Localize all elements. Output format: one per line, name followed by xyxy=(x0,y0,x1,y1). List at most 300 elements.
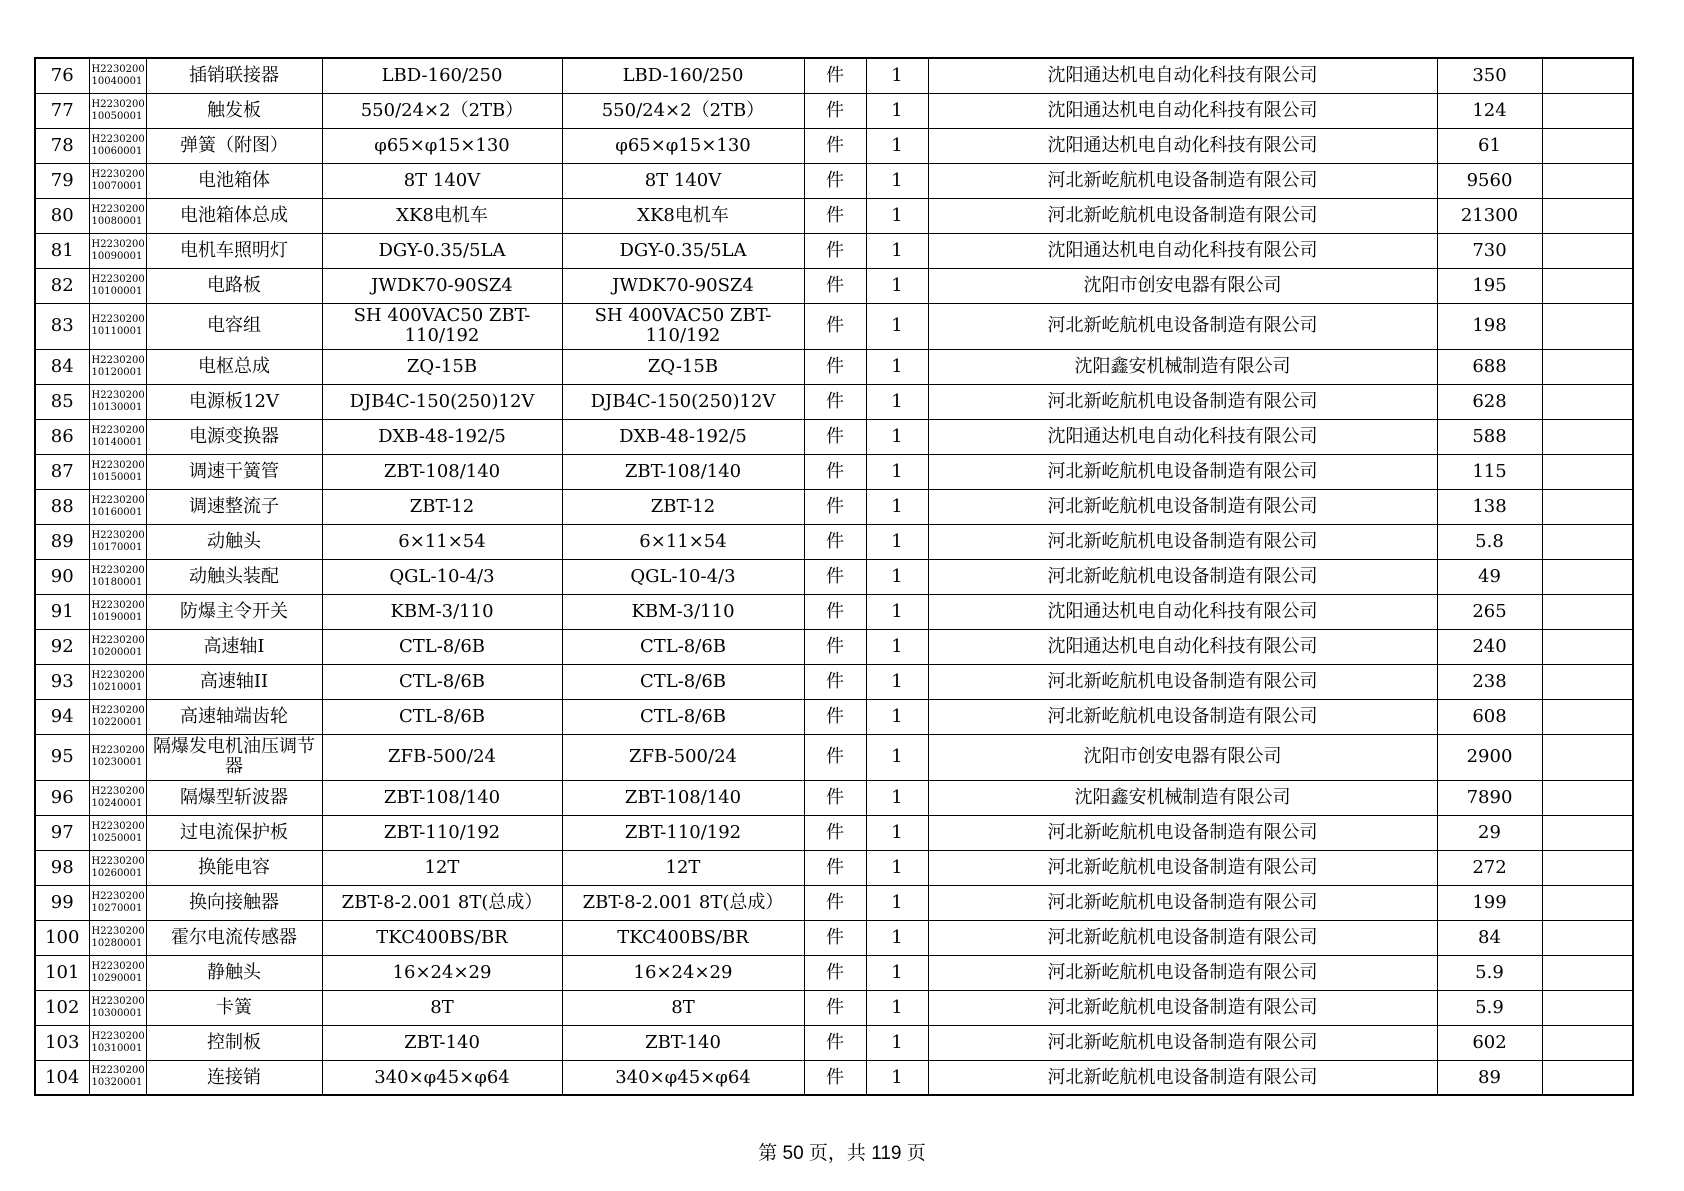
item-code: H2230200 10150001 xyxy=(89,454,146,489)
item-remark xyxy=(1542,664,1633,699)
item-qty: 1 xyxy=(866,1060,928,1095)
parts-table xyxy=(34,57,1634,1096)
item-code: H2230200 10180001 xyxy=(89,559,146,594)
item-code: H2230200 10300001 xyxy=(89,990,146,1025)
item-spec: TKC400BS/BR xyxy=(322,920,562,955)
item-code: H2230200 10220001 xyxy=(89,699,146,734)
item-name: 电池箱体 xyxy=(146,163,322,198)
table-row xyxy=(35,850,1633,885)
item-qty: 1 xyxy=(866,990,928,1025)
item-unit: 件 xyxy=(804,163,866,198)
item-unit: 件 xyxy=(804,815,866,850)
item-code: H2230200 10200001 xyxy=(89,629,146,664)
item-qty: 1 xyxy=(866,594,928,629)
item-qty: 1 xyxy=(866,524,928,559)
item-code: H2230200 10320001 xyxy=(89,1060,146,1095)
item-qty: 1 xyxy=(866,1025,928,1060)
item-remark xyxy=(1542,850,1633,885)
item-qty: 1 xyxy=(866,850,928,885)
item-remark xyxy=(1542,955,1633,990)
row-number: 80 xyxy=(35,198,89,233)
item-model: 340×φ45×φ64 xyxy=(562,1060,804,1095)
item-supplier: 河北新屹航机电设备制造有限公司 xyxy=(928,815,1437,850)
item-supplier: 沈阳通达机电自动化科技有限公司 xyxy=(928,233,1437,268)
item-remark xyxy=(1542,885,1633,920)
row-number: 77 xyxy=(35,93,89,128)
row-number: 88 xyxy=(35,489,89,524)
item-price: 198 xyxy=(1437,303,1542,349)
row-number: 82 xyxy=(35,268,89,303)
item-unit: 件 xyxy=(804,93,866,128)
item-name: 电容组 xyxy=(146,303,322,349)
item-supplier: 河北新屹航机电设备制造有限公司 xyxy=(928,559,1437,594)
item-spec: CTL-8/6B xyxy=(322,629,562,664)
item-price: 240 xyxy=(1437,629,1542,664)
item-model: SH 400VAC50 ZBT-110/192 xyxy=(562,303,804,349)
table-row xyxy=(35,885,1633,920)
item-unit: 件 xyxy=(804,489,866,524)
item-model: 6×11×54 xyxy=(562,524,804,559)
item-supplier: 河北新屹航机电设备制造有限公司 xyxy=(928,885,1437,920)
item-price: 688 xyxy=(1437,349,1542,384)
item-name: 弹簧（附图） xyxy=(146,128,322,163)
item-model: 16×24×29 xyxy=(562,955,804,990)
table-row xyxy=(35,233,1633,268)
page-footer: 第 50 页，共 119 页 xyxy=(758,1143,926,1164)
item-price: 272 xyxy=(1437,850,1542,885)
item-model: KBM-3/110 xyxy=(562,594,804,629)
row-number: 95 xyxy=(35,734,89,780)
item-model: CTL-8/6B xyxy=(562,664,804,699)
item-code: H2230200 10120001 xyxy=(89,349,146,384)
item-code: H2230200 10060001 xyxy=(89,128,146,163)
item-code: H2230200 10080001 xyxy=(89,198,146,233)
item-spec: QGL-10-4/3 xyxy=(322,559,562,594)
item-spec: CTL-8/6B xyxy=(322,699,562,734)
item-remark xyxy=(1542,93,1633,128)
table-row xyxy=(35,734,1633,780)
item-remark xyxy=(1542,489,1633,524)
item-model: ZBT-8-2.001 8T(总成） xyxy=(562,885,804,920)
item-qty: 1 xyxy=(866,885,928,920)
item-unit: 件 xyxy=(804,629,866,664)
row-number: 81 xyxy=(35,233,89,268)
row-number: 91 xyxy=(35,594,89,629)
row-number: 87 xyxy=(35,454,89,489)
item-qty: 1 xyxy=(866,734,928,780)
item-supplier: 河北新屹航机电设备制造有限公司 xyxy=(928,303,1437,349)
item-supplier: 河北新屹航机电设备制造有限公司 xyxy=(928,198,1437,233)
item-name: 插销联接器 xyxy=(146,58,322,93)
item-qty: 1 xyxy=(866,384,928,419)
table-row xyxy=(35,990,1633,1025)
table-row xyxy=(35,815,1633,850)
item-qty: 1 xyxy=(866,163,928,198)
row-number: 102 xyxy=(35,990,89,1025)
item-supplier: 沈阳通达机电自动化科技有限公司 xyxy=(928,58,1437,93)
row-number: 90 xyxy=(35,559,89,594)
item-price: 124 xyxy=(1437,93,1542,128)
item-supplier: 沈阳通达机电自动化科技有限公司 xyxy=(928,629,1437,664)
item-remark xyxy=(1542,349,1633,384)
row-number: 103 xyxy=(35,1025,89,1060)
table-row xyxy=(35,489,1633,524)
item-unit: 件 xyxy=(804,303,866,349)
row-number: 100 xyxy=(35,920,89,955)
item-model: CTL-8/6B xyxy=(562,629,804,664)
item-price: 21300 xyxy=(1437,198,1542,233)
item-qty: 1 xyxy=(866,489,928,524)
item-name: 霍尔电流传感器 xyxy=(146,920,322,955)
item-model: DGY-0.35/5LA xyxy=(562,233,804,268)
item-spec: ZBT-108/140 xyxy=(322,780,562,815)
item-price: 730 xyxy=(1437,233,1542,268)
item-code: H2230200 10260001 xyxy=(89,850,146,885)
item-name: 高速轴II xyxy=(146,664,322,699)
item-supplier: 河北新屹航机电设备制造有限公司 xyxy=(928,664,1437,699)
table-row xyxy=(35,303,1633,349)
row-number: 104 xyxy=(35,1060,89,1095)
item-model: DXB-48-192/5 xyxy=(562,419,804,454)
row-number: 85 xyxy=(35,384,89,419)
item-unit: 件 xyxy=(804,780,866,815)
item-price: 265 xyxy=(1437,594,1542,629)
item-spec: DGY-0.35/5LA xyxy=(322,233,562,268)
item-qty: 1 xyxy=(866,815,928,850)
item-price: 195 xyxy=(1437,268,1542,303)
item-supplier: 河北新屹航机电设备制造有限公司 xyxy=(928,163,1437,198)
item-name: 隔爆发电机油压调节器 xyxy=(146,734,322,780)
item-spec: ZQ-15B xyxy=(322,349,562,384)
item-qty: 1 xyxy=(866,303,928,349)
item-spec: DJB4C-150(250)12V xyxy=(322,384,562,419)
item-model: ZQ-15B xyxy=(562,349,804,384)
item-unit: 件 xyxy=(804,885,866,920)
item-name: 过电流保护板 xyxy=(146,815,322,850)
item-spec: SH 400VAC50 ZBT-110/192 xyxy=(322,303,562,349)
item-price: 5.9 xyxy=(1437,990,1542,1025)
table-row xyxy=(35,780,1633,815)
item-remark xyxy=(1542,594,1633,629)
item-code: H2230200 10110001 xyxy=(89,303,146,349)
item-model: φ65×φ15×130 xyxy=(562,128,804,163)
item-model: JWDK70-90SZ4 xyxy=(562,268,804,303)
item-remark xyxy=(1542,198,1633,233)
item-spec: JWDK70-90SZ4 xyxy=(322,268,562,303)
table-row xyxy=(35,349,1633,384)
item-price: 608 xyxy=(1437,699,1542,734)
item-supplier: 沈阳通达机电自动化科技有限公司 xyxy=(928,128,1437,163)
row-number: 101 xyxy=(35,955,89,990)
item-name: 电源变换器 xyxy=(146,419,322,454)
row-number: 89 xyxy=(35,524,89,559)
item-model: LBD-160/250 xyxy=(562,58,804,93)
item-model: QGL-10-4/3 xyxy=(562,559,804,594)
table-row xyxy=(35,93,1633,128)
item-model: DJB4C-150(250)12V xyxy=(562,384,804,419)
item-spec: ZFB-500/24 xyxy=(322,734,562,780)
item-spec: 6×11×54 xyxy=(322,524,562,559)
item-spec: 550/24×2（2TB） xyxy=(322,93,562,128)
item-code: H2230200 10130001 xyxy=(89,384,146,419)
item-model: 8T 140V xyxy=(562,163,804,198)
table-row xyxy=(35,268,1633,303)
item-qty: 1 xyxy=(866,58,928,93)
item-code: H2230200 10050001 xyxy=(89,93,146,128)
item-supplier: 河北新屹航机电设备制造有限公司 xyxy=(928,955,1437,990)
item-unit: 件 xyxy=(804,990,866,1025)
item-spec: 340×φ45×φ64 xyxy=(322,1060,562,1095)
table-row xyxy=(35,128,1633,163)
item-code: H2230200 10290001 xyxy=(89,955,146,990)
item-unit: 件 xyxy=(804,233,866,268)
item-code: H2230200 10170001 xyxy=(89,524,146,559)
row-number: 86 xyxy=(35,419,89,454)
item-qty: 1 xyxy=(866,780,928,815)
item-qty: 1 xyxy=(866,93,928,128)
item-code: H2230200 10090001 xyxy=(89,233,146,268)
item-remark xyxy=(1542,233,1633,268)
item-name: 连接销 xyxy=(146,1060,322,1095)
item-name: 电池箱体总成 xyxy=(146,198,322,233)
item-model: XK8电机车 xyxy=(562,198,804,233)
item-spec: 12T xyxy=(322,850,562,885)
table-row xyxy=(35,629,1633,664)
item-remark xyxy=(1542,1025,1633,1060)
table-row xyxy=(35,920,1633,955)
item-price: 350 xyxy=(1437,58,1542,93)
item-supplier: 河北新屹航机电设备制造有限公司 xyxy=(928,1060,1437,1095)
item-price: 138 xyxy=(1437,489,1542,524)
table-row xyxy=(35,524,1633,559)
item-unit: 件 xyxy=(804,734,866,780)
item-price: 115 xyxy=(1437,454,1542,489)
item-code: H2230200 10160001 xyxy=(89,489,146,524)
item-supplier: 河北新屹航机电设备制造有限公司 xyxy=(928,524,1437,559)
item-qty: 1 xyxy=(866,419,928,454)
row-number: 79 xyxy=(35,163,89,198)
item-supplier: 沈阳市创安电器有限公司 xyxy=(928,268,1437,303)
item-model: ZBT-110/192 xyxy=(562,815,804,850)
item-unit: 件 xyxy=(804,419,866,454)
table-row xyxy=(35,163,1633,198)
item-name: 电机车照明灯 xyxy=(146,233,322,268)
item-unit: 件 xyxy=(804,850,866,885)
item-price: 2900 xyxy=(1437,734,1542,780)
item-supplier: 河北新屹航机电设备制造有限公司 xyxy=(928,920,1437,955)
item-spec: XK8电机车 xyxy=(322,198,562,233)
item-unit: 件 xyxy=(804,699,866,734)
item-code: H2230200 10140001 xyxy=(89,419,146,454)
item-price: 49 xyxy=(1437,559,1542,594)
item-remark xyxy=(1542,559,1633,594)
item-code: H2230200 10240001 xyxy=(89,780,146,815)
table-row xyxy=(35,198,1633,233)
item-spec: φ65×φ15×130 xyxy=(322,128,562,163)
item-qty: 1 xyxy=(866,629,928,664)
item-code: H2230200 10250001 xyxy=(89,815,146,850)
item-spec: LBD-160/250 xyxy=(322,58,562,93)
item-unit: 件 xyxy=(804,349,866,384)
item-price: 602 xyxy=(1437,1025,1542,1060)
table-row xyxy=(35,384,1633,419)
row-number: 97 xyxy=(35,815,89,850)
item-price: 84 xyxy=(1437,920,1542,955)
item-unit: 件 xyxy=(804,594,866,629)
item-price: 5.9 xyxy=(1437,955,1542,990)
item-name: 隔爆型斩波器 xyxy=(146,780,322,815)
item-supplier: 沈阳市创安电器有限公司 xyxy=(928,734,1437,780)
item-name: 动触头 xyxy=(146,524,322,559)
item-name: 电枢总成 xyxy=(146,349,322,384)
row-number: 94 xyxy=(35,699,89,734)
item-remark xyxy=(1542,524,1633,559)
table-row xyxy=(35,699,1633,734)
item-qty: 1 xyxy=(866,233,928,268)
item-code: H2230200 10190001 xyxy=(89,594,146,629)
item-model: ZBT-108/140 xyxy=(562,454,804,489)
item-code: H2230200 10270001 xyxy=(89,885,146,920)
table-row xyxy=(35,419,1633,454)
item-qty: 1 xyxy=(866,198,928,233)
item-model: ZBT-12 xyxy=(562,489,804,524)
item-supplier: 沈阳通达机电自动化科技有限公司 xyxy=(928,419,1437,454)
item-code: H2230200 10100001 xyxy=(89,268,146,303)
item-model: ZBT-108/140 xyxy=(562,780,804,815)
item-price: 5.8 xyxy=(1437,524,1542,559)
item-remark xyxy=(1542,384,1633,419)
item-price: 9560 xyxy=(1437,163,1542,198)
item-price: 7890 xyxy=(1437,780,1542,815)
item-name: 静触头 xyxy=(146,955,322,990)
item-name: 触发板 xyxy=(146,93,322,128)
item-unit: 件 xyxy=(804,198,866,233)
item-remark xyxy=(1542,990,1633,1025)
table-row xyxy=(35,664,1633,699)
item-name: 卡簧 xyxy=(146,990,322,1025)
item-name: 高速轴I xyxy=(146,629,322,664)
item-code: H2230200 10310001 xyxy=(89,1025,146,1060)
row-number: 93 xyxy=(35,664,89,699)
item-qty: 1 xyxy=(866,349,928,384)
item-price: 628 xyxy=(1437,384,1542,419)
item-supplier: 河北新屹航机电设备制造有限公司 xyxy=(928,699,1437,734)
item-remark xyxy=(1542,734,1633,780)
table-row xyxy=(35,594,1633,629)
item-remark xyxy=(1542,699,1633,734)
item-remark xyxy=(1542,303,1633,349)
item-qty: 1 xyxy=(866,699,928,734)
item-spec: 16×24×29 xyxy=(322,955,562,990)
item-code: H2230200 10040001 xyxy=(89,58,146,93)
row-number: 96 xyxy=(35,780,89,815)
item-remark xyxy=(1542,128,1633,163)
item-spec: ZBT-140 xyxy=(322,1025,562,1060)
item-name: 高速轴端齿轮 xyxy=(146,699,322,734)
item-name: 电源板12V xyxy=(146,384,322,419)
item-supplier: 沈阳通达机电自动化科技有限公司 xyxy=(928,93,1437,128)
item-name: 调速整流子 xyxy=(146,489,322,524)
item-name: 控制板 xyxy=(146,1025,322,1060)
item-price: 29 xyxy=(1437,815,1542,850)
item-supplier: 河北新屹航机电设备制造有限公司 xyxy=(928,990,1437,1025)
item-remark xyxy=(1542,629,1633,664)
table-row xyxy=(35,955,1633,990)
item-spec: ZBT-12 xyxy=(322,489,562,524)
item-unit: 件 xyxy=(804,384,866,419)
item-unit: 件 xyxy=(804,1060,866,1095)
item-supplier: 河北新屹航机电设备制造有限公司 xyxy=(928,489,1437,524)
item-spec: ZBT-108/140 xyxy=(322,454,562,489)
item-model: 8T xyxy=(562,990,804,1025)
item-supplier: 河北新屹航机电设备制造有限公司 xyxy=(928,1025,1437,1060)
item-qty: 1 xyxy=(866,955,928,990)
item-spec: ZBT-110/192 xyxy=(322,815,562,850)
item-remark xyxy=(1542,268,1633,303)
row-number: 99 xyxy=(35,885,89,920)
item-supplier: 河北新屹航机电设备制造有限公司 xyxy=(928,850,1437,885)
item-spec: CTL-8/6B xyxy=(322,664,562,699)
item-price: 588 xyxy=(1437,419,1542,454)
item-unit: 件 xyxy=(804,128,866,163)
item-price: 89 xyxy=(1437,1060,1542,1095)
row-number: 84 xyxy=(35,349,89,384)
item-name: 防爆主令开关 xyxy=(146,594,322,629)
item-price: 199 xyxy=(1437,885,1542,920)
item-unit: 件 xyxy=(804,58,866,93)
item-code: H2230200 10280001 xyxy=(89,920,146,955)
item-price: 61 xyxy=(1437,128,1542,163)
row-number: 83 xyxy=(35,303,89,349)
row-number: 92 xyxy=(35,629,89,664)
item-name: 换能电容 xyxy=(146,850,322,885)
item-unit: 件 xyxy=(804,524,866,559)
item-unit: 件 xyxy=(804,920,866,955)
item-unit: 件 xyxy=(804,559,866,594)
item-spec: ZBT-8-2.001 8T(总成） xyxy=(322,885,562,920)
item-supplier: 河北新屹航机电设备制造有限公司 xyxy=(928,454,1437,489)
item-remark xyxy=(1542,1060,1633,1095)
table-row xyxy=(35,58,1633,93)
item-name: 动触头装配 xyxy=(146,559,322,594)
item-unit: 件 xyxy=(804,454,866,489)
item-price: 238 xyxy=(1437,664,1542,699)
item-remark xyxy=(1542,815,1633,850)
item-qty: 1 xyxy=(866,920,928,955)
item-qty: 1 xyxy=(866,128,928,163)
item-spec: DXB-48-192/5 xyxy=(322,419,562,454)
item-supplier: 沈阳通达机电自动化科技有限公司 xyxy=(928,594,1437,629)
item-unit: 件 xyxy=(804,955,866,990)
item-name: 调速干簧管 xyxy=(146,454,322,489)
item-name: 电路板 xyxy=(146,268,322,303)
item-remark xyxy=(1542,163,1633,198)
row-number: 98 xyxy=(35,850,89,885)
item-model: CTL-8/6B xyxy=(562,699,804,734)
item-unit: 件 xyxy=(804,1025,866,1060)
item-code: H2230200 10210001 xyxy=(89,664,146,699)
item-remark xyxy=(1542,419,1633,454)
item-unit: 件 xyxy=(804,268,866,303)
item-model: ZFB-500/24 xyxy=(562,734,804,780)
item-unit: 件 xyxy=(804,664,866,699)
item-remark xyxy=(1542,454,1633,489)
item-qty: 1 xyxy=(866,268,928,303)
item-name: 换向接触器 xyxy=(146,885,322,920)
item-model: 550/24×2（2TB） xyxy=(562,93,804,128)
row-number: 76 xyxy=(35,58,89,93)
item-qty: 1 xyxy=(866,559,928,594)
